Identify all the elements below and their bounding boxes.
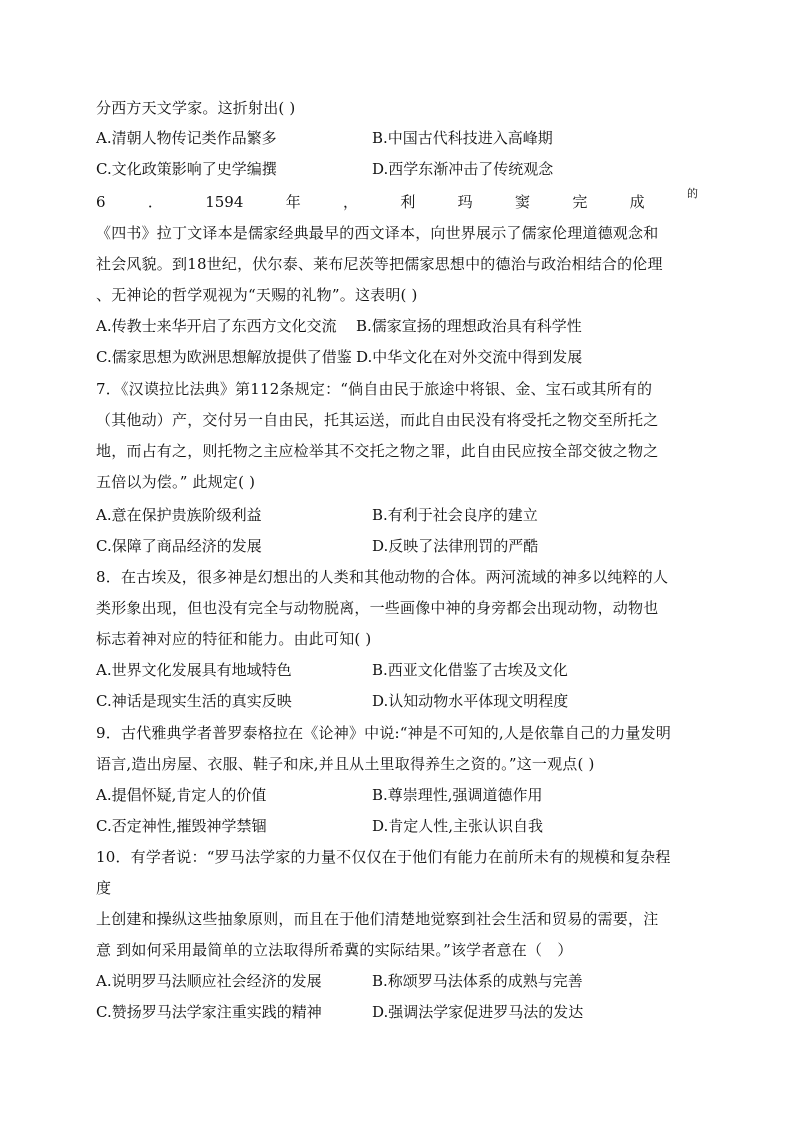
q6-option-c[interactable]: C.儒家思想为欧洲思想解放提供了借鉴 [96,348,352,366]
q10-stem-line-4: 意 到如何采用最简单的立法取得所希冀的实际结果。”该学者意在（ ） [96,941,573,959]
q8-option-d[interactable]: D.认知动物水平体现文明程度 [372,692,569,710]
q8-option-b[interactable]: B.西亚文化借鉴了古埃及文化 [372,661,568,679]
q10-stem-line-1: 10．有学者说：“罗马法学家的力量不仅仅在于他们有能力在前所未有的规模和复杂程 [96,848,671,866]
q7-stem-line-3: 地，而占有之，则托物之主应检举其不交托之物之罪，此自由民应按全部交彼之物之 [96,442,659,460]
q10-option-d[interactable]: D.强调法学家促进罗马法的发达 [372,1003,584,1021]
q7-option-b[interactable]: B.有利于社会良序的建立 [372,506,538,524]
q9-option-d[interactable]: D.肯定人性,主张认识自我 [372,817,544,835]
q7-option-d[interactable]: D.反映了法律刑罚的严酷 [372,537,539,555]
q6-stem-line-2: 《四书》拉丁文译本是儒家经典最早的西文译本，向世界展示了儒家伦理道德观念和 [96,224,659,242]
q8-option-a[interactable]: A.世界文化发展具有地域特色 [96,661,292,679]
q6-stem-line-4: 、无神论的哲学观视为“天赐的礼物”。这表明( ) [96,286,418,304]
q9-option-a[interactable]: A.提倡怀疑,肯定人的价值 [96,786,267,804]
q10-option-b[interactable]: B.称颂罗马法体系的成熟与完善 [372,972,583,990]
q6-word: 的 [686,187,698,200]
q6-word: 利 [400,193,416,211]
q6-word: 完 [572,193,588,211]
q8-option-c[interactable]: C.神话是现实生活的真实反映 [96,692,292,710]
q5-option-d[interactable]: D.西学东渐冲击了传统观念 [372,160,554,178]
q6-word: 年 [285,193,301,211]
q10-option-a[interactable]: A.说明罗马法顺应社会经济的发展 [96,972,322,990]
q6-stem-line-3: 社会风貌。到18世纪，伏尔泰、莱布尼茨等把儒家思想中的德治与政治相结合的伦理 [96,255,663,273]
q6-word: 玛 [457,193,473,211]
q6-option-a[interactable]: A.传教士来华开启了东西方文化交流 [96,317,337,335]
q9-option-b[interactable]: B.尊崇理性,强调道德作用 [372,786,543,804]
q6-word: ， [343,193,359,211]
q6-stem-line-1 [96,187,698,213]
q7-stem-line-1: 7．《汉谟拉比法典》第112条规定：“倘自由民于旅途中将银、金、宝石或其所有的 [96,380,653,398]
q10-stem-line-3: 上创建和操纵这些抽象原则，而且在于他们清楚地觉察到社会生活和贸易的需要，注 [96,910,659,928]
q5-stem-continuation: 分西方天文学家。这折射出( ) [96,99,296,117]
q6-word: 成 [629,193,645,211]
q6-option-b[interactable]: B.儒家宣扬的理想政治具有科学性 [356,317,582,335]
q7-option-c[interactable]: C.保障了商品经济的发展 [96,537,262,555]
q6-option-d[interactable]: D.中华文化在对外交流中得到发展 [356,348,583,366]
q9-option-c[interactable]: C.否定神性,摧毁神学禁锢 [96,817,267,835]
q10-stem-line-2: 度 [96,879,112,897]
q10-option-c[interactable]: C.赞扬罗马法学家注重实践的精神 [96,1003,322,1021]
q9-stem-line-2: 语言,造出房屋、衣服、鞋子和床,并且从土里取得养生之资的。”这一观点( ) [96,755,595,773]
q6-word: 窦 [515,193,531,211]
q7-stem-line-4: 五倍以为偿。” 此规定( ) [96,473,256,491]
q5-option-b[interactable]: B.中国古代科技进入高峰期 [372,129,553,147]
q7-stem-line-2: （其他动）产，交付另一自由民，托其运送，而此自由民没有将受托之物交至所托之 [96,411,659,429]
q9-stem-line-1: 9．古代雅典学者普罗泰格拉在《论神》中说:“神是不可知的,人是依靠自己的力量发明 [96,724,672,742]
q6-word: 1594 [205,193,244,211]
q5-option-c[interactable]: C.文化政策影响了史学编撰 [96,160,277,178]
q6-word: ． [147,193,163,211]
q6-word: 6 [96,193,106,211]
q8-stem-line-1: 8．在古埃及，很多神是幻想出的人类和其他动物的合体。两河流域的神多以纯粹的人 [96,568,669,586]
q8-stem-line-3: 标志着神对应的特征和能力。由此可知( ) [96,630,372,648]
q8-stem-line-2: 类形象出现，但也没有完全与动物脱离，一些画像中神的身旁都会出现动物，动物也 [96,599,659,617]
q7-option-a[interactable]: A.意在保护贵族阶级利益 [96,506,262,524]
q5-option-a[interactable]: A.清朝人物传记类作品繁多 [96,129,277,147]
